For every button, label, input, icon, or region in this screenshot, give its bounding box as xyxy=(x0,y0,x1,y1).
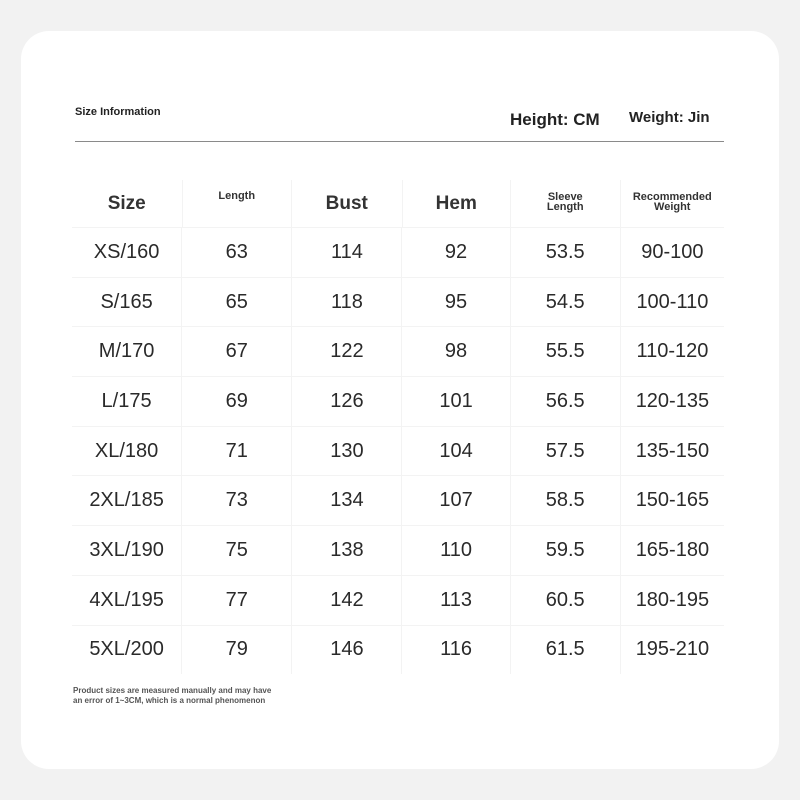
cell-length: 65 xyxy=(182,278,292,327)
cell-hem: 95 xyxy=(402,278,510,327)
cell-hem: 101 xyxy=(402,377,510,426)
footnote-line-1: Product sizes are measured manually and may have xyxy=(73,686,272,695)
measurement-footnote xyxy=(73,686,271,706)
cell-sleeve-length: 53.5 xyxy=(511,228,621,277)
cell-length: 77 xyxy=(182,576,292,625)
cell-size: XL/180 xyxy=(72,427,182,476)
cell-hem: 98 xyxy=(402,327,510,376)
cell-bust: 142 xyxy=(292,576,402,625)
table-header-row xyxy=(72,180,724,227)
cell-recommended-weight: 120-135 xyxy=(635,389,710,412)
cell-size: S/165 xyxy=(72,278,182,327)
cell-recommended-weight: 90-100 xyxy=(641,240,704,263)
column-header-size: Size xyxy=(72,180,183,227)
table-row xyxy=(72,277,724,327)
cell-sleeve-length: 59.5 xyxy=(511,526,621,575)
cell-sleeve-length: 56.5 xyxy=(511,377,621,426)
cell-bust: 126 xyxy=(292,377,402,426)
cell-length: 69 xyxy=(182,377,292,426)
column-header-hem: Hem xyxy=(403,180,512,227)
cell-hem: 107 xyxy=(402,476,510,525)
cell-recommended-weight: 135-150 xyxy=(635,439,710,462)
cell-size: 4XL/195 xyxy=(72,576,182,625)
cell-length: 63 xyxy=(182,228,292,277)
table-row xyxy=(72,525,724,575)
cell-sleeve-length: 55.5 xyxy=(511,327,621,376)
cell-bust: 134 xyxy=(292,476,402,525)
column-header-weight-line2: Weight xyxy=(654,201,691,213)
column-header-weight-line1: Recommended xyxy=(632,191,712,203)
cell-size: 2XL/185 xyxy=(72,476,182,525)
cell-length: 79 xyxy=(182,626,292,675)
cell-size: XS/160 xyxy=(72,228,182,277)
column-header-sleeve-length xyxy=(511,180,621,227)
table-row xyxy=(72,475,724,525)
column-header-bust: Bust xyxy=(292,180,403,227)
cell-recommended-weight: 100-110 xyxy=(636,290,709,313)
height-unit-label: Height: CM xyxy=(510,110,600,129)
cell-sleeve-length: 57.5 xyxy=(511,427,621,476)
cell-bust: 114 xyxy=(292,228,402,277)
cell-sleeve-length: 61.5 xyxy=(511,626,621,675)
cell-hem: 104 xyxy=(402,427,510,476)
cell-recommended-weight: 150-165 xyxy=(635,489,710,512)
cell-hem: 92 xyxy=(402,228,510,277)
cell-length: 73 xyxy=(182,476,292,525)
cell-recommended-weight: 110-120 xyxy=(636,340,709,363)
footnote-line-2: an error of 1~3CM, which is a normal phenomenon xyxy=(73,696,266,705)
header-divider xyxy=(75,141,724,142)
size-table xyxy=(72,180,724,674)
cell-recommended-weight: 165-180 xyxy=(635,538,710,561)
cell-size: 3XL/190 xyxy=(72,526,182,575)
cell-length: 75 xyxy=(182,526,292,575)
cell-size: 5XL/200 xyxy=(72,626,182,675)
cell-bust: 122 xyxy=(292,327,402,376)
cell-bust: 118 xyxy=(292,278,402,327)
table-row xyxy=(72,575,724,625)
cell-size: L/175 xyxy=(72,377,182,426)
cell-sleeve-length: 60.5 xyxy=(511,576,621,625)
cell-bust: 138 xyxy=(292,526,402,575)
table-row xyxy=(72,227,724,277)
cell-length: 67 xyxy=(182,327,292,376)
cell-hem: 116 xyxy=(402,626,510,675)
cell-size: M/170 xyxy=(72,327,182,376)
cell-bust: 130 xyxy=(292,427,402,476)
weight-unit-label: Weight: Jin xyxy=(629,109,710,126)
cell-hem: 113 xyxy=(402,576,510,625)
table-row xyxy=(72,326,724,376)
cell-bust: 146 xyxy=(292,626,402,675)
column-header-sleeve-line1: Sleeve xyxy=(547,191,583,203)
cell-recommended-weight: 180-195 xyxy=(635,588,710,611)
table-row xyxy=(72,625,724,675)
size-information-title: Size Information xyxy=(75,106,161,118)
column-header-recommended-weight xyxy=(621,180,725,227)
table-row xyxy=(72,376,724,426)
cell-sleeve-length: 54.5 xyxy=(511,278,621,327)
cell-sleeve-length: 58.5 xyxy=(511,476,621,525)
table-row xyxy=(72,426,724,476)
cell-length: 71 xyxy=(182,427,292,476)
cell-recommended-weight: 195-210 xyxy=(635,638,710,661)
column-header-length: Length xyxy=(183,180,293,227)
column-header-sleeve-line2: Length xyxy=(546,201,584,213)
cell-hem: 110 xyxy=(402,526,510,575)
